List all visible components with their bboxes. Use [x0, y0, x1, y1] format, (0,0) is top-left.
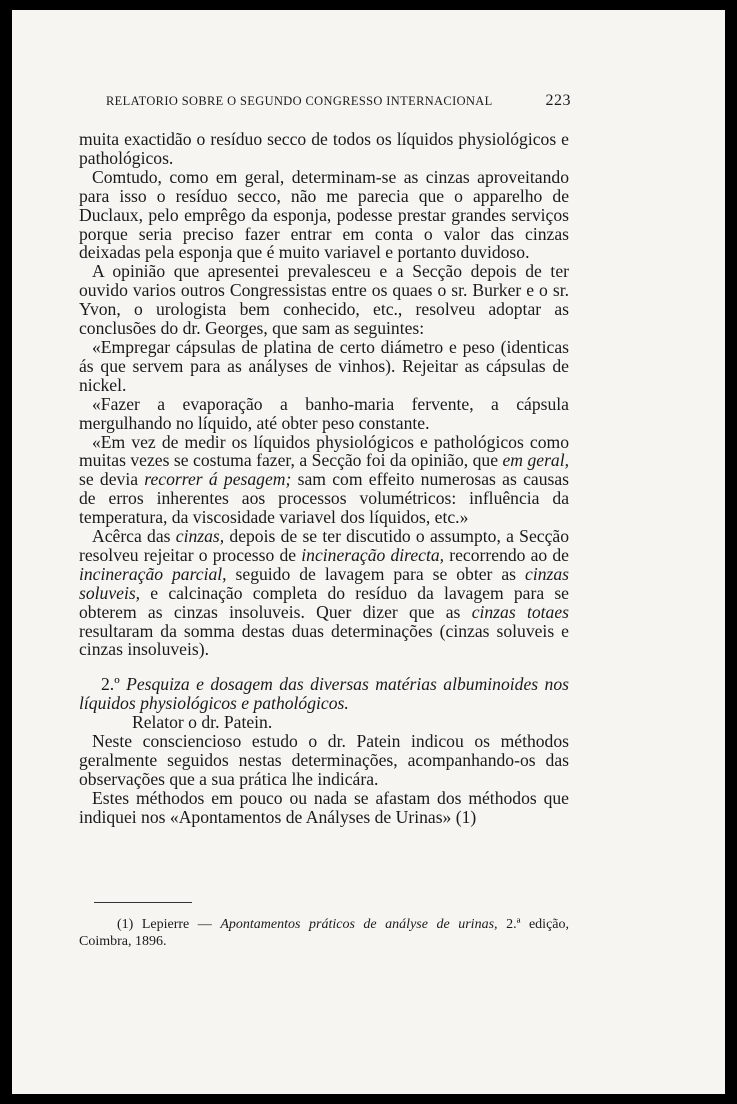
section-heading	[79, 675, 569, 713]
body-text	[79, 130, 569, 827]
paragraph-capsulas: «Empregar cápsulas de platina de certo diámetro e peso (identicas ás que servem para as anályses de vinhos). Rejeitar as cápsulas de nickel.	[79, 336, 569, 395]
paragraph-patein: Neste consciencioso estudo o dr. Patein indicou os méthodos geralmente seguidos nestas determinações, acompanhando-os das observações que a sua prática lhe indicára.	[79, 731, 569, 789]
paragraph-cinzas: Comtudo, como em geral, determinam-se as cinzas aproveitando para isso o resíduo secco, não me parecia que o apparelho de Duclaux, pelo emprêgo da esponja, podesse prestar grandes serviços porque seria preciso fazer entrar em conta o valor das cinzas deixadas pela esponja que é muito variavel e portanto duvidoso.	[79, 166, 569, 263]
section-title: Pesquiza e dosagem das diversas matérias albuminoides nos líquidos physiológicos e pathológicos.	[79, 674, 569, 714]
running-title: RELATORIO SOBRE O SEGUNDO CONGRESSO INTERNACIONAL	[106, 94, 493, 108]
paragraph-opinion: A opinião que apresentei prevalesceu e a Secção depois de ter ouvido varios outros Congressistas entre os quaes o sr. Burker e o sr. Yvon, o urologista bem conhecido, etc., resolveu adoptar as conclusões do dr. Georges, que sam as seguintes:	[79, 261, 569, 339]
footnote-rule	[94, 902, 192, 903]
paragraph-evaporacao: «Fazer a evaporação a banho-maria fervente, a cápsula mergulhando no líquido, até obter peso constante.	[79, 393, 569, 433]
section-number: 2.º	[101, 674, 127, 695]
footnote: (1) Lepierre — Apontamentos práticos de anályse de urinas, 2.ª edição, Coimbra, 1896.	[79, 917, 569, 949]
paragraph-incineracao: Acêrca das cinzas, depois de se ter discutido o assumpto, a Secção resolveu rejeitar o processo de incineração directa, recorrendo ao de incineração parcial, seguido de lavagem para se obter as cinzas soluveis, e calcinação completa do resíduo da lavagem para se obterem as cinzas insoluveis. Quer dizer que as cinzas totaes resultaram da somma destas duas determinações (cinzas soluveis e cinzas insoluveis).	[79, 526, 569, 660]
paragraph-continued: muita exactidão o resíduo secco de todos os líquidos physiológicos e pathológicos.	[79, 129, 569, 168]
relator-line: Relator o dr. Patein.	[132, 712, 273, 733]
running-header	[106, 92, 571, 110]
page-number: 223	[545, 92, 571, 109]
paragraph-methodos: Estes méthodos em pouco ou nada se afastam dos méthodos que indiquei nos «Apontamentos de Anályses de Urinas» (1)	[79, 787, 569, 827]
paragraph-pesagem: «Em vez de medir os líquidos physiológicos e pathológicos como muitas vezes se costuma fazer, a Secção foi da opinião, que em geral, se devia recorrer á pesagem; sam com effeito numerosas as causas de erros inherentes aos processos volumétricos: influência da temperatura, da viscosidade variavel dos líquidos, etc.»	[79, 431, 570, 528]
